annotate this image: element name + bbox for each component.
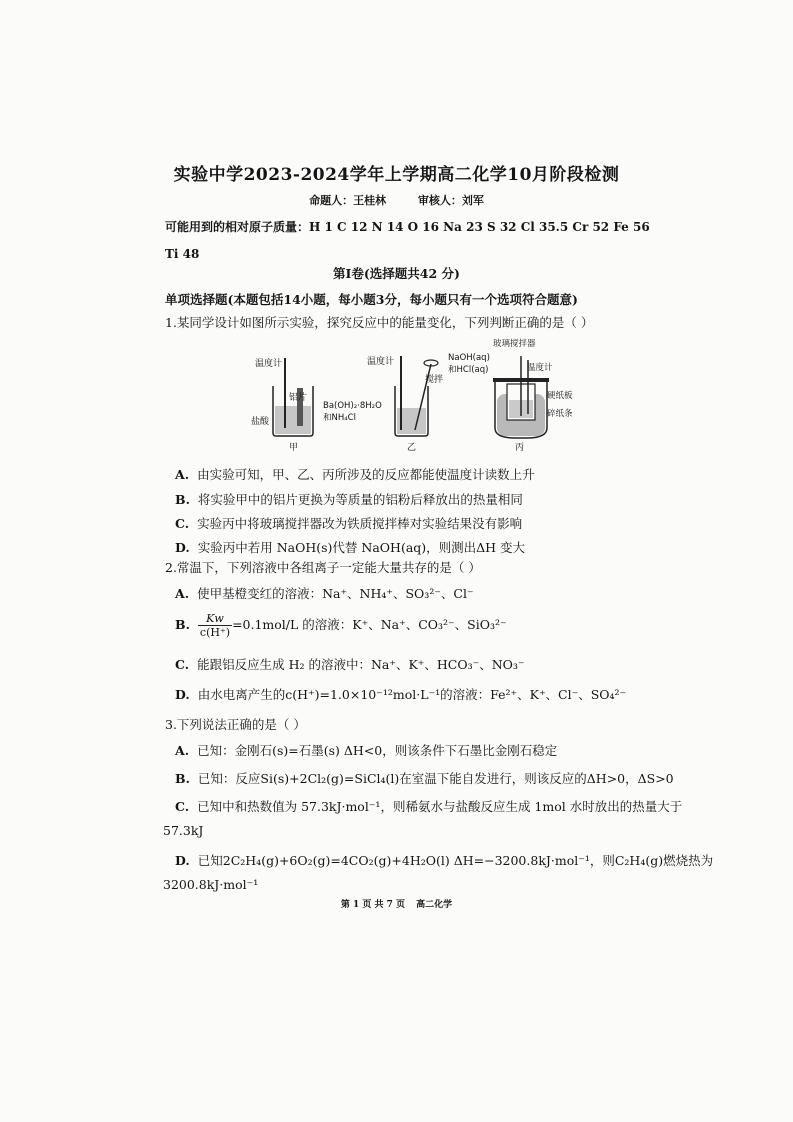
jia-acid-label: 盐酸 (251, 417, 270, 427)
option-letter: C. (175, 799, 190, 814)
option-letter: A. (175, 467, 190, 482)
option-letter: A. (175, 743, 190, 758)
bing-naoh-label: NaOH(aq) (448, 353, 490, 363)
apparatus-yi (323, 355, 443, 453)
exam-title: 实验中学2023-2024学年上学期高二化学10月阶段检测 (173, 165, 620, 185)
option-text: 将实验甲中的铝片更换为等质量的铝粉后释放出的热量相同 (197, 492, 523, 507)
bing-hcl-label: 和HCl(aq) (448, 365, 489, 375)
author: 命题人：王桂林 (309, 194, 387, 207)
question-2-option-c[interactable] (175, 655, 525, 673)
option-text: 实验丙中将玻璃搅拌器改为铁质搅拌棒对实验结果没有影响 (197, 516, 523, 531)
fraction-denominator: c(H⁺) (199, 626, 231, 639)
option-letter: D. (175, 853, 190, 868)
option-letter: D. (175, 687, 190, 702)
reviewer: 审核人：刘军 (417, 194, 484, 207)
yi-thermometer-label: 温度计 (367, 357, 395, 367)
option-letter: D. (175, 540, 190, 555)
apparatus-jia (251, 357, 313, 453)
question-3-option-b[interactable] (175, 769, 674, 787)
option-letter: C. (175, 516, 190, 531)
option-text: 由实验可知，甲、乙、丙所涉及的反应都能使温度计读数上升 (197, 467, 535, 482)
option-letter: A. (175, 586, 190, 601)
question-3-option-c[interactable] (175, 797, 682, 815)
option-text: 已知中和热数值为 57.3kJ·mol⁻¹，则稀氨水与盐酸反应生成 1mol 水时放出的热量大于 (197, 799, 683, 814)
apparatus-bing (448, 338, 573, 453)
author-line (0, 192, 793, 208)
option-text: 已知：金刚石(s)=石墨(s) ΔH<0，则该条件下石墨比金刚石稳定 (197, 743, 558, 758)
option-letter: C. (175, 657, 190, 672)
question-2-option-a[interactable] (175, 584, 474, 602)
bing-board-label: 硬纸板 (547, 391, 573, 401)
question-3-option-a[interactable] (175, 741, 557, 759)
option-text: =0.1mol/L 的溶液：K⁺、Na⁺、CO₃²⁻、SiO₃²⁻ (232, 617, 507, 632)
part-instructions: 单项选择题(本题包括14小题，每小题3分，每小题只有一个选项符合题意) (165, 292, 578, 307)
page-number: 第 1 页 共 7 页 (340, 900, 406, 910)
page-footer (0, 897, 793, 910)
option-text: 实验丙中若用 NaOH(s)代替 NaOH(aq)，则测出ΔH 变大 (197, 540, 526, 555)
option-text: 能跟铝反应生成 H₂ 的溶液中：Na⁺、K⁺、HCO₃⁻、NO₃⁻ (197, 657, 525, 672)
option-letter: B. (175, 492, 190, 507)
question-2-option-d[interactable] (175, 685, 626, 703)
bing-thermometer-label: 温度计 (527, 363, 553, 373)
question-1-option-d[interactable] (175, 538, 525, 556)
bing-glass-stirrer-label: 玻璃搅拌器 (493, 339, 536, 349)
bing-label: 丙 (515, 443, 525, 453)
yi-stirrer-label: 搅拌 (425, 375, 444, 385)
experiment-diagram (245, 338, 575, 458)
question-3-option-d-continued: 3200.8kJ·mol⁻¹ (163, 877, 259, 892)
yi-reagent-label-1: Ba(OH)₂·8H₂O (323, 401, 382, 411)
kw-fraction (198, 612, 232, 639)
jia-label: 甲 (289, 443, 299, 453)
atomic-masses (165, 214, 765, 268)
fraction-numerator: Kw (198, 612, 232, 626)
option-text: 已知2C₂H₄(g)+6O₂(g)=4CO₂(g)+4H₂O(l) ΔH=−3200.8kJ·mol⁻¹，则C₂H₄(g)燃烧热为 (197, 853, 714, 868)
question-3-option-d[interactable] (175, 851, 713, 869)
question-3-option-c-continued: 57.3kJ (163, 823, 204, 838)
yi-label: 乙 (407, 443, 417, 453)
option-text: 由水电离产生的c(H⁺)=1.0×10⁻¹²mol·L⁻¹的溶液：Fe²⁺、K⁺、Cl⁻、SO₄²⁻ (197, 687, 627, 702)
question-2-option-b[interactable] (175, 612, 507, 639)
section-title: 第Ⅰ卷(选择题共42 分) (333, 266, 460, 281)
yi-reagent-label-2: 和NH₄Cl (323, 413, 356, 423)
jia-thermometer-label: 温度计 (255, 359, 283, 369)
question-1-option-c[interactable] (175, 514, 522, 532)
option-text: 使甲基橙变红的溶液：Na⁺、NH₄⁺、SO₃²⁻、Cl⁻ (197, 586, 474, 601)
option-letter: B. (175, 771, 190, 786)
question-3-stem: 3.下列说法正确的是（ ） (165, 717, 306, 732)
question-2-stem: 2.常温下，下列溶液中各组离子一定能大量共存的是（ ） (165, 560, 481, 575)
atomic-masses-line-1: 可能用到的相对原子质量：H 1 C 12 N 14 O 16 Na 23 S 32 Cl 35.5 Cr 52 Fe 56 (165, 220, 650, 234)
atomic-masses-line-2: Ti 48 (165, 247, 200, 261)
question-1-option-a[interactable] (175, 465, 535, 483)
jia-foil-label: 铝片 (289, 393, 308, 403)
option-letter: B. (175, 617, 190, 632)
question-1-stem: 1.某同学设计如图所示实验，探究反应中的能量变化，下列判断正确的是（ ） (165, 315, 594, 330)
bing-paper-label: 碎纸条 (547, 409, 573, 419)
question-1-option-b[interactable] (175, 490, 523, 508)
option-text: 已知：反应Si(s)+2Cl₂(g)=SiCl₄(l)在室温下能自发进行，则该反应的ΔH>0，ΔS>0 (197, 771, 674, 786)
subject-label: 高二化学 (416, 900, 453, 910)
